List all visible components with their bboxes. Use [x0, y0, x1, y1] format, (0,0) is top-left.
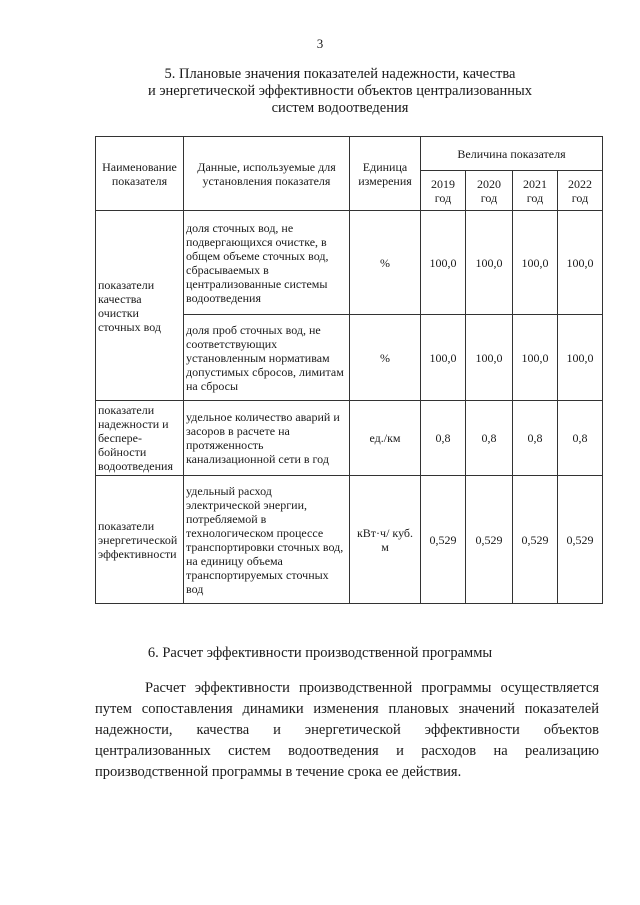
group-name: показатели надежности и беспере-бойности водоотведения: [96, 401, 184, 476]
table-row: [96, 476, 603, 604]
row-value: 100,0: [466, 315, 513, 401]
row-value: 100,0: [513, 315, 558, 401]
paragraph-line: путем сопоставления динамики изменения плановых значений показателей: [95, 701, 599, 717]
header-unit: Единица измерения: [350, 137, 421, 211]
row-value: 100,0: [421, 211, 466, 315]
row-value: 0,529: [558, 476, 603, 604]
header-year: 2021 год: [513, 171, 558, 211]
header-source-data: Данные, используемые для установления показателя: [184, 137, 350, 211]
row-value: 0,8: [421, 401, 466, 476]
row-description: доля проб сточных вод, не соответствующих установленным нормативам допустимых сбросов, лимитам на сбросы: [184, 315, 350, 401]
row-value: 0,8: [466, 401, 513, 476]
paragraph-line: Расчет эффективности производственной программы осуществляется: [145, 680, 599, 696]
row-value: 0,529: [466, 476, 513, 604]
row-unit: %: [350, 211, 421, 315]
row-unit: %: [350, 315, 421, 401]
paragraph-line: производственной программы в течение срока ее действия.: [95, 764, 462, 780]
section-5-title-line: и энергетической эффективности объектов централизованных: [147, 83, 533, 99]
group-name: показатели качества очистки сточных вод: [96, 211, 184, 401]
section-5-title: [120, 66, 560, 117]
row-value: 100,0: [421, 315, 466, 401]
row-value: 100,0: [558, 315, 603, 401]
table-row: [96, 401, 603, 476]
header-year: 2020 год: [466, 171, 513, 211]
section-6-title: 6. Расчет эффективности производственной программы: [147, 645, 493, 661]
row-description: доля сточных вод, не подвергающихся очистке, в общем объеме сточных вод, сбрасываемых в централизованные системы водоотведения: [184, 211, 350, 315]
row-value: 0,529: [421, 476, 466, 604]
table-row: [96, 211, 603, 315]
row-value: 0,529: [513, 476, 558, 604]
group-name: показатели энергетической эффективности: [96, 476, 184, 604]
page-number: 3: [316, 36, 324, 51]
header-indicator-value: Величина показателя: [421, 137, 603, 171]
row-value: 0,8: [513, 401, 558, 476]
row-value: 100,0: [466, 211, 513, 315]
section-5-title-line: систем водоотведения: [271, 100, 409, 116]
section-6-paragraph: [95, 678, 599, 783]
indicators-table: [95, 136, 603, 604]
row-value: 100,0: [513, 211, 558, 315]
section-5-title-line: 5. Плановые значения показателей надежности, качества: [164, 66, 516, 82]
header-year: 2022 год: [558, 171, 603, 211]
row-description: удельное количество аварий и засоров в расчете на протяженность канализационной сети в год: [184, 401, 350, 476]
row-value: 0,8: [558, 401, 603, 476]
header-year: 2019 год: [421, 171, 466, 211]
row-value: 100,0: [558, 211, 603, 315]
row-unit: кВт·ч/ куб. м: [350, 476, 421, 604]
paragraph-line: надежности, качества и энергетической эффективности объектов: [95, 722, 599, 738]
row-description: удельный расход электрической энергии, потребляемой в технологическом процессе транспортировки сточных вод, на единицу объема транспортируемых сточных вод: [184, 476, 350, 604]
paragraph-line: централизованных систем водоотведения и расходов на реализацию: [95, 743, 599, 759]
row-unit: ед./км: [350, 401, 421, 476]
header-indicator-name: Наименование показателя: [96, 137, 184, 211]
